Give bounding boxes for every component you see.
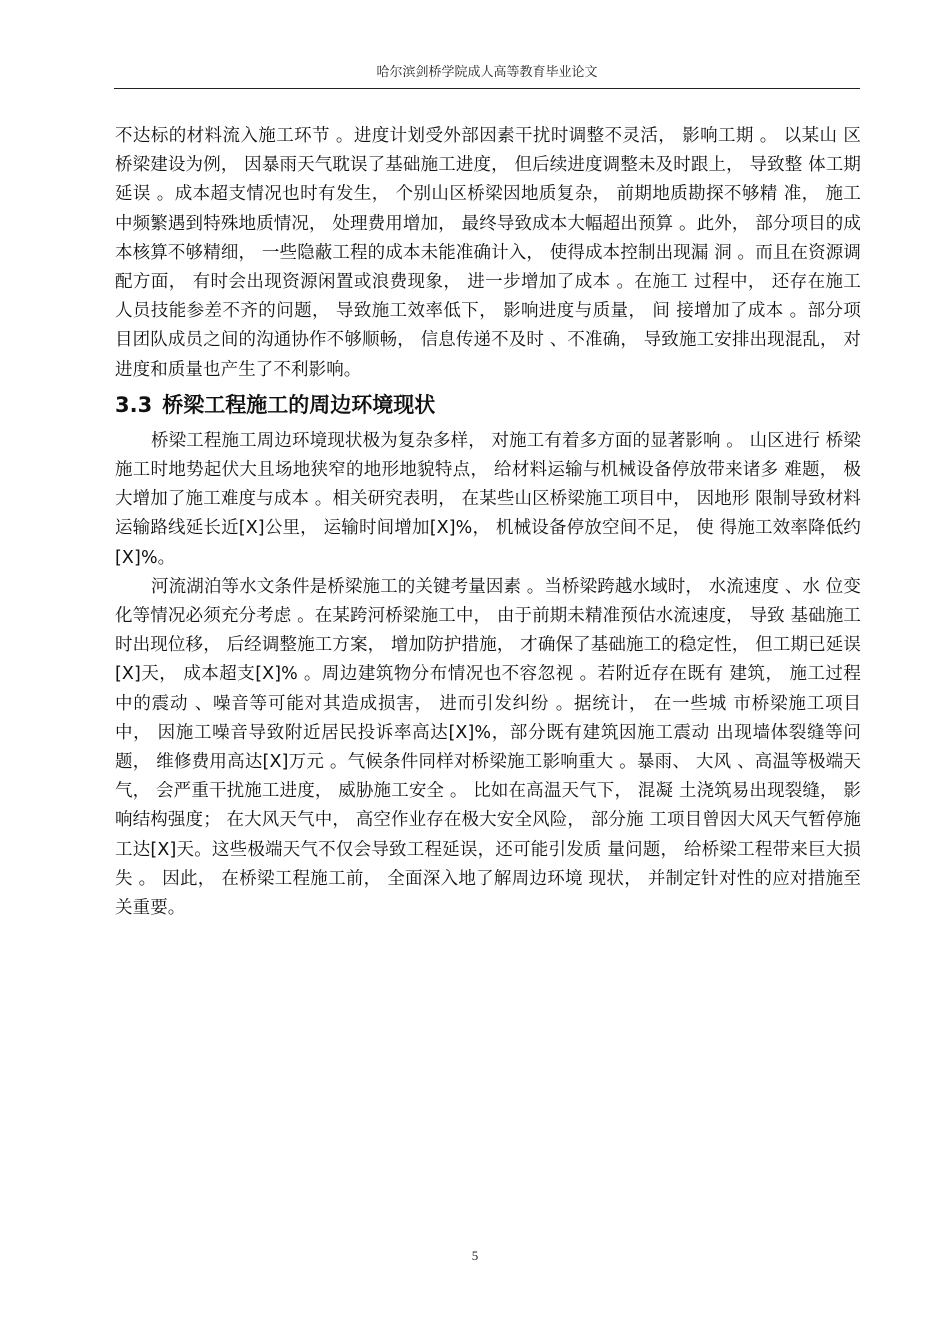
section-number: 3.3: [115, 392, 153, 417]
document-body: [115, 122, 861, 923]
page-number: 5: [471, 1248, 479, 1263]
section-heading: [115, 389, 861, 421]
section-title: 桥梁工程施工的周边环境现状: [162, 392, 436, 417]
header-title: 哈尔滨剑桥学院成人高等教育毕业论文: [376, 65, 598, 80]
page-header: [114, 62, 860, 89]
body-paragraph: 河流湖泊等水文条件是桥梁施工的关键考量因素 。当桥梁跨越水域时， 水流速度 、水 位变化等情况必须充分考虑 。在某跨河桥梁施工中， 由于前期未精准预估水流速度， 导致 基础施工时出现位移， 后经调整施工方案， 增加防护措施， 才确保了基础施工的稳定性， 但工期已延误[X]天， 成本超支[X]% 。周边建筑物分布情况也不容忽视 。若附近存在既有 建筑， 施工过程中的震动 、噪音等可能对其造成损害， 进而引发纠纷 。据统计， 在一些城 市桥梁施工项目中， 因施工噪音导致附近居民投诉率高达[X]%，部分既有建筑因施工震动 出现墙体裂缝等问题， 维修费用高达[X]万元 。气候条件同样对桥梁施工影响重大 。暴雨、 大风 、高温等极端天气， 会严重干扰施工进度， 威胁施工安全 。 比如在高温天气下， 混凝 土浇筑易出现裂缝， 影响结构强度； 在大风天气中， 高空作业存在极大安全风险， 部分施 工项目曾因大风天气暂停施工达[X]天。这些极端天气不仅会导致工程延误，还可能引发质 量问题， 给桥梁工程带来巨大损失 。 因此， 在桥梁工程施工前， 全面深入地了解周边环境 现状， 并制定针对性的应对措施至关重要。: [115, 576, 861, 919]
body-paragraph: 桥梁工程施工周边环境现状极为复杂多样， 对施工有着多方面的显著影响 。 山区进行 桥梁施工时地势起伏大且场地狭窄的地形地貌特点， 给材料运输与机械设备停放带来诸多 难题， 极大增加了施工难度与成本 。相关研究表明， 在某些山区桥梁施工项目中， 因地形 限制导致材料运输路线延长近[X]公里， 运输时间增加[X]%， 机械设备停放空间不足， 使 得施工效率降低约[X]%。: [115, 430, 861, 568]
continued-paragraph: 不达标的材料流入施工环节 。进度计划受外部因素干扰时调整不灵活， 影响工期 。 以某山 区桥梁建设为例， 因暴雨天气耽误了基础施工进度， 但后续进度调整未及时跟上， 导致整 体工期延误 。成本超支情况也时有发生， 个别山区桥梁因地质复杂， 前期地质勘探不够精 准， 施工中频繁遇到特殊地质情况， 处理费用增加， 最终导致成本大幅超出预算 。此外， 部分项目的成本核算不够精细， 一些隐蔽工程的成本未能准确计入， 使得成本控制出现漏 洞 。而且在资源调配方面， 有时会出现资源闲置或浪费现象， 进一步增加了成本 。在施工 过程中， 还存在施工人员技能参差不齐的问题， 导致施工效率低下， 影响进度与质量， 间 接增加了成本 。部分项目团队成员之间的沟通协作不够顺畅， 信息传递不及时 、不准确， 导致施工安排出现混乱， 对进度和质量也产生了不利影响。: [115, 126, 861, 380]
